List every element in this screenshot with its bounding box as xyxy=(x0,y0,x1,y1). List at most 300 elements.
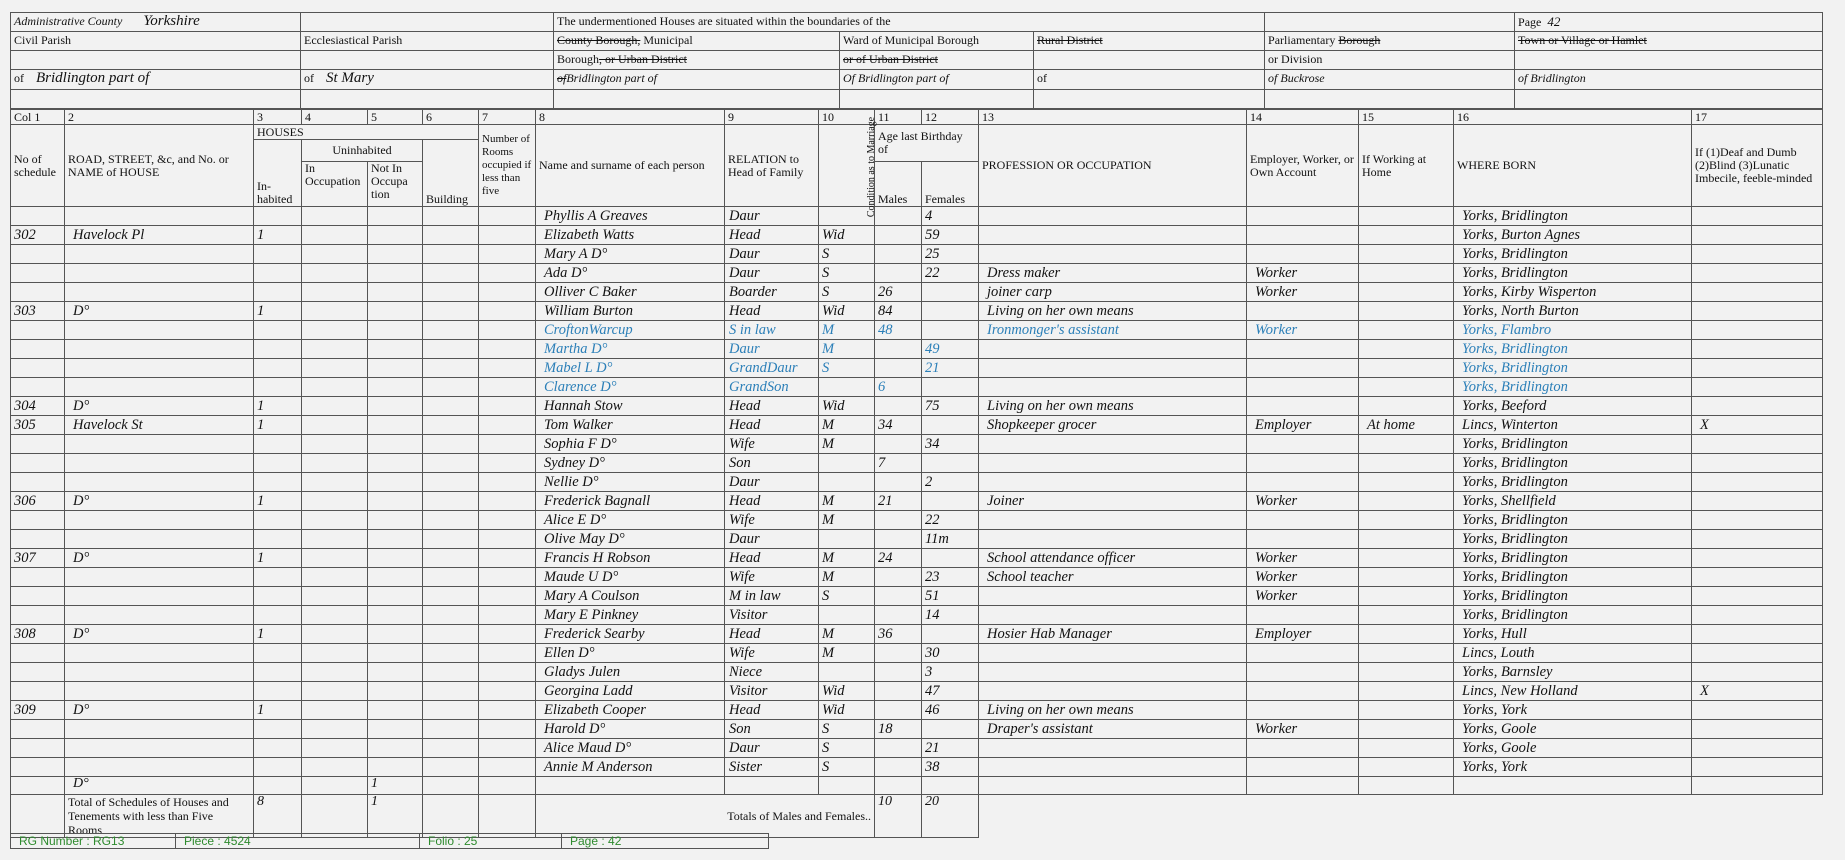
condition-cell xyxy=(819,606,875,625)
where-born-cell: Yorks, Bridlington xyxy=(1454,454,1692,473)
table-row xyxy=(11,416,1823,435)
col-age: Age last Birthday of xyxy=(875,125,979,162)
males-cell: 48 xyxy=(875,321,922,340)
occupation-cell xyxy=(979,378,1247,397)
working-home-cell xyxy=(1359,758,1454,777)
relation-cell: Daur xyxy=(725,245,819,264)
females-cell: 22 xyxy=(922,511,979,530)
employer-cell xyxy=(1247,701,1359,720)
where-born-cell: Yorks, Goole xyxy=(1454,720,1692,739)
inhabited-cell: 1 xyxy=(254,701,302,720)
infirmity-cell: X xyxy=(1692,682,1823,701)
relation-cell: Head xyxy=(725,397,819,416)
employer-cell xyxy=(1247,397,1359,416)
where-born-cell: Yorks, Bridlington xyxy=(1454,587,1692,606)
building-cell xyxy=(423,473,479,492)
working-home-cell xyxy=(1359,245,1454,264)
table-row xyxy=(11,397,1823,416)
schedule-cell xyxy=(11,568,65,587)
where-born-cell: Yorks, Bridlington xyxy=(1454,568,1692,587)
name-cell: Hannah Stow xyxy=(536,397,725,416)
not-in-occupation-cell xyxy=(368,397,423,416)
inhabited-cell: 1 xyxy=(254,397,302,416)
table-row xyxy=(11,492,1823,511)
females-cell xyxy=(922,283,979,302)
occupation-cell: Hosier Hab Manager xyxy=(979,625,1247,644)
working-home-cell xyxy=(1359,359,1454,378)
schedule-cell: 304 xyxy=(11,397,65,416)
road-cell xyxy=(65,511,254,530)
rooms-cell xyxy=(479,340,536,359)
occupation-cell xyxy=(979,454,1247,473)
infirmity-cell xyxy=(1692,283,1823,302)
not-in-occupation-cell xyxy=(368,606,423,625)
working-home-cell xyxy=(1359,511,1454,530)
condition-cell xyxy=(819,378,875,397)
building-cell xyxy=(423,454,479,473)
name-cell: Olive May D° xyxy=(536,530,725,549)
table-row xyxy=(11,530,1823,549)
schedule-cell xyxy=(11,245,65,264)
eccl-parish-label: Ecclesiastical Parish xyxy=(301,32,554,51)
road-cell: Havelock Pl xyxy=(65,226,254,245)
employer-cell xyxy=(1247,663,1359,682)
table-row xyxy=(11,682,1823,701)
occupation-cell xyxy=(979,739,1247,758)
page-cell: Page 42 xyxy=(1515,13,1823,32)
employer-cell: Employer xyxy=(1247,416,1359,435)
inhabited-cell xyxy=(254,359,302,378)
females-cell: 23 xyxy=(922,568,979,587)
totals-not-in-occupation: 1 xyxy=(368,795,423,838)
working-home-cell xyxy=(1359,492,1454,511)
occupation-cell: School attendance officer xyxy=(979,549,1247,568)
totals-inhabited: 8 xyxy=(254,795,302,838)
working-home-cell xyxy=(1359,340,1454,359)
col-males: Males xyxy=(875,162,922,207)
building-cell xyxy=(423,663,479,682)
infirmity-cell xyxy=(1692,568,1823,587)
relation-cell: Visitor xyxy=(725,682,819,701)
relation-cell: GrandSon xyxy=(725,378,819,397)
males-cell xyxy=(875,739,922,758)
schedule-cell xyxy=(11,530,65,549)
not-in-occupation-cell xyxy=(368,739,423,758)
not-in-occupation-cell xyxy=(368,264,423,283)
where-born-cell: Yorks, Bridlington xyxy=(1454,549,1692,568)
condition-cell: Wid xyxy=(819,226,875,245)
in-occupation-cell xyxy=(302,207,368,226)
rooms-cell xyxy=(479,302,536,321)
schedule-cell xyxy=(11,359,65,378)
schedule-cell xyxy=(11,739,65,758)
condition-cell: M xyxy=(819,492,875,511)
inhabited-cell xyxy=(254,473,302,492)
schedule-cell xyxy=(11,283,65,302)
males-cell: 24 xyxy=(875,549,922,568)
name-cell: Phyllis A Greaves xyxy=(536,207,725,226)
page-number: Page : 42 xyxy=(562,834,769,849)
relation-cell: Head xyxy=(725,492,819,511)
name-cell: Alice E D° xyxy=(536,511,725,530)
rooms-cell xyxy=(479,264,536,283)
employer-cell: Worker xyxy=(1247,264,1359,283)
occupation-cell xyxy=(979,644,1247,663)
inhabited-cell xyxy=(254,321,302,340)
table-row xyxy=(11,568,1823,587)
inhabited-cell xyxy=(254,207,302,226)
infirmity-cell xyxy=(1692,587,1823,606)
civil-parish: of Bridlington part of xyxy=(11,70,301,90)
extra-row: D° 1 xyxy=(11,777,1823,795)
working-home-cell xyxy=(1359,321,1454,340)
col-employer: Employer, Worker, or Own Account xyxy=(1247,125,1359,207)
in-occupation-cell xyxy=(302,340,368,359)
schedule-cell xyxy=(11,378,65,397)
col-occupation: PROFESSION OR OCCUPATION xyxy=(979,125,1247,207)
column-numbers: Col 1 2 3 4 5 6 7 8 9 10 11 12 13 14 15 16 17 xyxy=(11,110,1823,125)
building-cell xyxy=(423,226,479,245)
col-uninhabited: Uninhabited xyxy=(302,140,423,162)
col-houses: HOUSES xyxy=(254,125,479,140)
table-row xyxy=(11,207,1823,226)
occupation-cell xyxy=(979,530,1247,549)
col-rooms: Number of Rooms occupied if less than five xyxy=(479,125,536,207)
rooms-cell xyxy=(479,397,536,416)
town-value: of Bridlington xyxy=(1515,70,1823,90)
females-cell: 38 xyxy=(922,758,979,777)
name-cell: Ellen D° xyxy=(536,644,725,663)
col-building: Building xyxy=(423,140,479,207)
relation-cell: Wife xyxy=(725,511,819,530)
where-born-cell: Yorks, Beeford xyxy=(1454,397,1692,416)
infirmity-cell xyxy=(1692,264,1823,283)
totals-label: Total of Schedules of Houses and Tenements with less than Five Rooms xyxy=(65,795,254,838)
not-in-occupation-cell xyxy=(368,416,423,435)
males-cell xyxy=(875,226,922,245)
infirmity-cell xyxy=(1692,226,1823,245)
building-cell xyxy=(423,416,479,435)
building-cell xyxy=(423,397,479,416)
working-home-cell xyxy=(1359,454,1454,473)
occupation-cell xyxy=(979,435,1247,454)
building-cell xyxy=(423,302,479,321)
infirmity-cell xyxy=(1692,701,1823,720)
females-cell: 75 xyxy=(922,397,979,416)
working-home-cell xyxy=(1359,663,1454,682)
occupation-cell xyxy=(979,758,1247,777)
condition-cell xyxy=(819,530,875,549)
infirmity-cell xyxy=(1692,625,1823,644)
col-road: ROAD, STREET, &c, and No. or NAME of HOUSE xyxy=(65,125,254,207)
parl-label: Parliamentary Borough xyxy=(1265,32,1515,51)
building-cell xyxy=(423,359,479,378)
relation-cell: Head xyxy=(725,416,819,435)
totals-females: 20 xyxy=(922,795,979,838)
females-cell: 11m xyxy=(922,530,979,549)
working-home-cell xyxy=(1359,682,1454,701)
rooms-cell xyxy=(479,245,536,264)
condition-cell xyxy=(819,663,875,682)
relation-cell: Head xyxy=(725,302,819,321)
col-inhabited: In-habited xyxy=(254,140,302,207)
rooms-cell xyxy=(479,530,536,549)
not-in-occupation-cell xyxy=(368,473,423,492)
infirmity-cell xyxy=(1692,492,1823,511)
males-cell xyxy=(875,587,922,606)
census-rows xyxy=(11,207,1823,777)
inhabited-cell xyxy=(254,758,302,777)
infirmity-cell xyxy=(1692,739,1823,758)
occupation-cell xyxy=(979,511,1247,530)
occupation-cell: joiner carp xyxy=(979,283,1247,302)
males-cell: 6 xyxy=(875,378,922,397)
schedule-cell xyxy=(11,264,65,283)
table-row xyxy=(11,378,1823,397)
relation-cell: Daur xyxy=(725,473,819,492)
males-cell xyxy=(875,397,922,416)
col-not-in-occupation: Not In Occupa tion xyxy=(368,162,423,207)
name-cell: Mary A D° xyxy=(536,245,725,264)
not-in-occupation-cell xyxy=(368,226,423,245)
name-cell: Frederick Bagnall xyxy=(536,492,725,511)
name-cell: Georgina Ladd xyxy=(536,682,725,701)
condition-cell: Wid xyxy=(819,397,875,416)
relation-cell: M in law xyxy=(725,587,819,606)
relation-cell: Niece xyxy=(725,663,819,682)
occupation-cell xyxy=(979,207,1247,226)
where-born-cell: Yorks, Bridlington xyxy=(1454,511,1692,530)
employer-cell: Employer xyxy=(1247,625,1359,644)
table-row xyxy=(11,302,1823,321)
occupation-cell xyxy=(979,340,1247,359)
inhabited-cell xyxy=(254,378,302,397)
rooms-cell xyxy=(479,663,536,682)
name-cell: Frederick Searby xyxy=(536,625,725,644)
occupation-cell: Dress maker xyxy=(979,264,1247,283)
condition-cell: S xyxy=(819,245,875,264)
admin-county: Yorkshire xyxy=(143,13,200,29)
inhabited-cell xyxy=(254,454,302,473)
working-home-cell xyxy=(1359,397,1454,416)
males-cell xyxy=(875,644,922,663)
road-cell: Havelock St xyxy=(65,416,254,435)
rooms-cell xyxy=(479,644,536,663)
occupation-cell: Ironmonger's assistant xyxy=(979,321,1247,340)
building-cell xyxy=(423,682,479,701)
relation-cell: Daur xyxy=(725,530,819,549)
rooms-cell xyxy=(479,492,536,511)
working-home-cell xyxy=(1359,283,1454,302)
where-born-cell: Yorks, Bridlington xyxy=(1454,530,1692,549)
schedule-cell xyxy=(11,207,65,226)
name-cell: CroftonWarcup xyxy=(536,321,725,340)
condition-cell: S xyxy=(819,587,875,606)
col-females: Females xyxy=(922,162,979,207)
females-cell: 46 xyxy=(922,701,979,720)
schedule-cell: 302 xyxy=(11,226,65,245)
rooms-cell xyxy=(479,207,536,226)
rooms-cell xyxy=(479,435,536,454)
col-in-occupation: In Occupation xyxy=(302,162,368,207)
road-cell xyxy=(65,340,254,359)
employer-cell: Worker xyxy=(1247,283,1359,302)
infirmity-cell xyxy=(1692,397,1823,416)
ward-label: Ward of Municipal Borough xyxy=(840,32,1034,51)
table-row xyxy=(11,663,1823,682)
working-home-cell xyxy=(1359,473,1454,492)
inhabited-cell xyxy=(254,568,302,587)
where-born-cell: Yorks, Bridlington xyxy=(1454,435,1692,454)
parl-value: of Buckrose xyxy=(1265,70,1515,90)
schedule-cell xyxy=(11,473,65,492)
inhabited-cell: 1 xyxy=(254,549,302,568)
in-occupation-cell xyxy=(302,245,368,264)
rooms-cell xyxy=(479,416,536,435)
not-in-occupation-cell xyxy=(368,644,423,663)
not-in-occupation-cell xyxy=(368,245,423,264)
not-in-occupation-cell xyxy=(368,568,423,587)
road-cell xyxy=(65,682,254,701)
col-schedule: No of schedule xyxy=(11,125,65,207)
where-born-cell: Yorks, Kirby Wisperton xyxy=(1454,283,1692,302)
in-occupation-cell xyxy=(302,587,368,606)
occupation-cell xyxy=(979,226,1247,245)
females-cell: 47 xyxy=(922,682,979,701)
employer-cell xyxy=(1247,340,1359,359)
schedule-cell: 305 xyxy=(11,416,65,435)
table-row xyxy=(11,625,1823,644)
road-cell xyxy=(65,378,254,397)
table-row xyxy=(11,264,1823,283)
not-in-occupation-cell xyxy=(368,302,423,321)
in-occupation-cell xyxy=(302,568,368,587)
road-cell xyxy=(65,758,254,777)
table-row xyxy=(11,587,1823,606)
schedule-cell xyxy=(11,682,65,701)
name-cell: Elizabeth Cooper xyxy=(536,701,725,720)
name-cell: Maude U D° xyxy=(536,568,725,587)
road-cell xyxy=(65,435,254,454)
rooms-cell xyxy=(479,454,536,473)
where-born-cell: Yorks, Bridlington xyxy=(1454,245,1692,264)
employer-cell xyxy=(1247,682,1359,701)
occupation-cell xyxy=(979,245,1247,264)
occupation-cell xyxy=(979,682,1247,701)
in-occupation-cell xyxy=(302,663,368,682)
road-cell xyxy=(65,245,254,264)
name-cell: Mary E Pinkney xyxy=(536,606,725,625)
employer-cell xyxy=(1247,530,1359,549)
relation-cell: GrandDaur xyxy=(725,359,819,378)
in-occupation-cell xyxy=(302,359,368,378)
working-home-cell xyxy=(1359,606,1454,625)
condition-cell: S xyxy=(819,359,875,378)
females-cell: 4 xyxy=(922,207,979,226)
where-born-cell: Yorks, Barnsley xyxy=(1454,663,1692,682)
condition-cell: S xyxy=(819,739,875,758)
males-cell xyxy=(875,701,922,720)
admin-county-cell: Administrative County Yorkshire xyxy=(11,13,301,32)
working-home-cell xyxy=(1359,435,1454,454)
in-occupation-cell xyxy=(302,739,368,758)
employer-cell xyxy=(1247,302,1359,321)
schedule-cell: 309 xyxy=(11,701,65,720)
col-relation: RELATION to Head of Family xyxy=(725,125,819,207)
females-cell: 25 xyxy=(922,245,979,264)
where-born-cell: Yorks, Bridlington xyxy=(1454,264,1692,283)
in-occupation-cell xyxy=(302,321,368,340)
col-where-born: WHERE BORN xyxy=(1454,125,1692,207)
rooms-cell xyxy=(479,739,536,758)
working-home-cell: At home xyxy=(1359,416,1454,435)
in-occupation-cell xyxy=(302,758,368,777)
totals-mf-label: Totals of Males and Females.. xyxy=(536,795,875,838)
inhabited-cell: 1 xyxy=(254,226,302,245)
road-cell xyxy=(65,264,254,283)
females-cell: 49 xyxy=(922,340,979,359)
where-born-cell: Yorks, Bridlington xyxy=(1454,473,1692,492)
rooms-cell xyxy=(479,682,536,701)
occupation-cell xyxy=(979,663,1247,682)
employer-cell: Worker xyxy=(1247,568,1359,587)
employer-cell xyxy=(1247,226,1359,245)
road-cell xyxy=(65,568,254,587)
table-row xyxy=(11,739,1823,758)
females-cell: 3 xyxy=(922,663,979,682)
rooms-cell xyxy=(479,587,536,606)
females-cell xyxy=(922,321,979,340)
building-cell xyxy=(423,758,479,777)
employer-cell: Worker xyxy=(1247,720,1359,739)
schedule-cell: 307 xyxy=(11,549,65,568)
females-cell: 22 xyxy=(922,264,979,283)
females-cell xyxy=(922,549,979,568)
road-cell xyxy=(65,587,254,606)
not-in-occupation-cell xyxy=(368,435,423,454)
table-row xyxy=(11,549,1823,568)
building-cell xyxy=(423,587,479,606)
schedule-cell xyxy=(11,321,65,340)
road-cell xyxy=(65,283,254,302)
females-cell xyxy=(922,302,979,321)
table-row xyxy=(11,245,1823,264)
in-occupation-cell xyxy=(302,283,368,302)
schedule-cell: 308 xyxy=(11,625,65,644)
rooms-cell xyxy=(479,359,536,378)
males-cell xyxy=(875,568,922,587)
not-in-occupation-cell xyxy=(368,663,423,682)
working-home-cell xyxy=(1359,226,1454,245)
name-cell: Francis H Robson xyxy=(536,549,725,568)
census-header: Administrative County Yorkshire The undermentioned Houses are situated within the boundaries of the Page 42 Civil Parish Ecclesiastical Parish County Borough, Municipal Ward of Municipal Borough Rural District Parliamentary Borough Town or Village or Hamlet Borough, or Urban District or of Urban District or Division of Bridlington part of of St Mary ofBridlington part of Of Bridlington part of of of Buckrose of Bridlington xyxy=(10,12,1823,109)
rooms-cell xyxy=(479,625,536,644)
in-occupation-cell xyxy=(302,606,368,625)
working-home-cell xyxy=(1359,207,1454,226)
folio-number: Folio : 25 xyxy=(420,834,562,849)
infirmity-cell xyxy=(1692,302,1823,321)
not-in-occupation-cell xyxy=(368,530,423,549)
schedule-cell xyxy=(11,454,65,473)
occupation-cell: Living on her own means xyxy=(979,302,1247,321)
not-in-occupation-cell xyxy=(368,720,423,739)
totals-row xyxy=(11,795,1823,838)
condition-cell: M xyxy=(819,625,875,644)
not-in-occupation-cell xyxy=(368,378,423,397)
in-occupation-cell xyxy=(302,682,368,701)
road-cell xyxy=(65,530,254,549)
occupation-cell: Draper's assistant xyxy=(979,720,1247,739)
